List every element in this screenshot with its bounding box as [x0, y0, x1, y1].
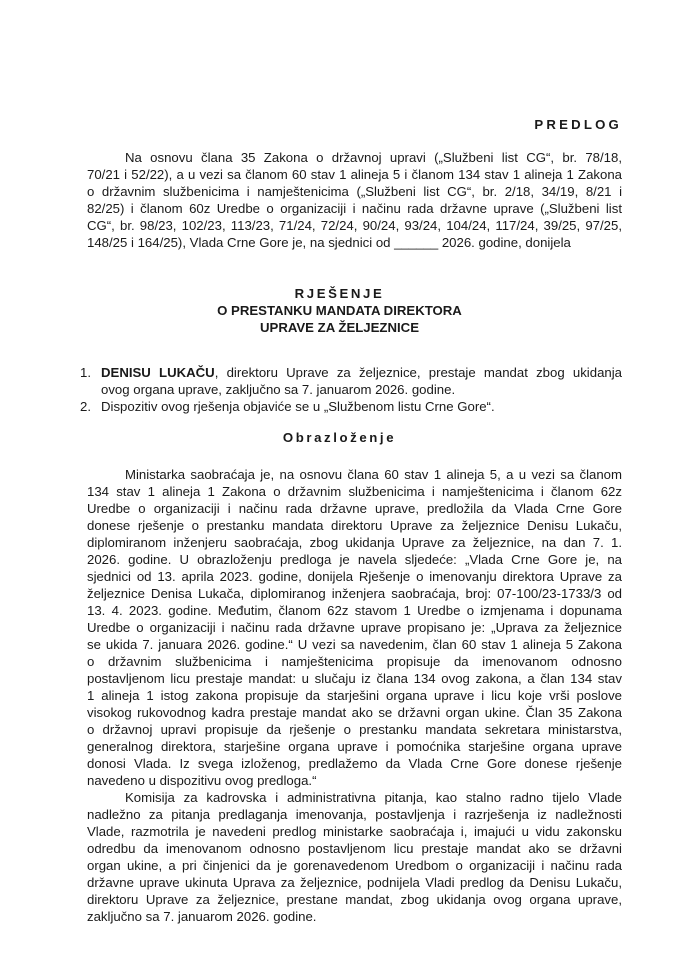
person-name: DENISU LUKAČU	[101, 365, 215, 380]
decision-items	[80, 364, 622, 415]
text-line: zaključno sa 7. januarom 2026. godine.	[87, 909, 317, 924]
item-number: 1.	[80, 365, 91, 380]
text-line: diplomiranom inženjeru saobraćaja, zbog ukidanja Uprave za željeznice, na dan 7. 1.	[87, 535, 622, 550]
text-line: željeznice Denisa Lukača, diplomiranog inženjera saobraćaja, broj: 07-100/23-1733/3 od	[87, 586, 622, 601]
text-line: 1 alineja 1 istog zakona propisuje da starješini organa uprave i licu koje vrši poslove	[87, 688, 622, 703]
text-line: 2026. godine. U obrazloženju predloga je navela sljedeće: „Vlada Crne Gore je, na	[87, 552, 622, 567]
text-line: državne uprave ukinuta Uprava za željeznice, podnijela Vladi predlog da Denisu Lukaču,	[87, 875, 622, 890]
reasoning-heading: Obrazloženje	[282, 430, 397, 445]
reasoning-paragraph	[87, 789, 622, 925]
text-line: navedeno u dispozitivu ovog predloga.“	[87, 773, 317, 788]
decision-title-line: UPRAVE ZA ŽELJEZNICE	[260, 320, 419, 335]
preamble-paragraph	[87, 149, 622, 251]
text-line: CG“, br. 98/23, 102/23, 113/23, 71/24, 72/24, 90/24, 93/24, 104/24, 117/24, 39/25, 97/25,	[87, 218, 622, 233]
text-line: sjednici od 13. aprila 2023. godine, donijela Rješenje o imenovanju direktora Uprave za	[87, 569, 622, 584]
item-line: Dispozitiv ovog rješenja objaviće se u „Službenom listu Crne Gore“.	[101, 399, 495, 414]
decision-item	[80, 364, 622, 398]
decision-title-line: O PRESTANKU MANDATA DIREKTORA	[217, 303, 462, 318]
text-line: Ministarka saobraćaja je, na osnovu člana 60 stav 1 alineja 5, a u vezi sa članom	[125, 467, 622, 482]
decision-title	[0, 285, 679, 336]
reasoning-paragraph	[87, 466, 622, 789]
text-line: o državnoj upravi propisuje da rješenje o prestanku mandata sekretara ministarstva,	[87, 722, 622, 737]
document-label: PREDLOG	[534, 117, 622, 132]
text-line: donese rješenje o prestanku mandata direktoru Uprave za željeznice Denisu Lukaču,	[87, 518, 622, 533]
text-line: 148/25 i 164/25), Vlada Crne Gore je, na sjednici od ______ 2026. godine, donijela	[87, 235, 571, 250]
text-line: 70/21 i 52/22), a u vezi sa članom 60 stav 1 alineja 5 i članom 134 stav 1 alineja 1 Zakona	[87, 167, 622, 182]
text-line: o državnim službenicima i namještenicima („Službeni list CG“, br. 2/18, 34/19, 8/21 i	[87, 184, 622, 199]
text-line: Uredbe o organizaciji i načinu rada državne uprave propisano je: „Uprava za željeznice	[87, 620, 622, 635]
item-line: ovog organa uprave, zaključno sa 7. januarom 2026. godine.	[101, 382, 456, 397]
text-line: 82/25) i članom 60z Uredbe o organizaciji i načinu rada državne uprave („Službeni list	[87, 201, 622, 216]
text-line: Na osnovu člana 35 Zakona o državnoj upravi („Službeni list CG“, br. 78/18,	[125, 150, 622, 165]
text-line: o državnim službenicima i namještenicima propisuje da imenovanom odnosno	[87, 654, 622, 669]
decision-title-line: RJEŠENJE	[294, 286, 385, 301]
text-line: postavljenom licu prestaje mandat: u slučaju iz člana 134 ovog zakona, a član 134 stav	[87, 671, 622, 686]
text-line: 134 stav 1 alineja 1 Zakona o državnim službenicima i namještenicima i članom 62z	[87, 484, 622, 499]
text-line: se ukida 7. januara 2026. godine.“ U vezi sa navedenim, član 60 stav 1 alineja 5 Zakona	[87, 637, 622, 652]
text-line: Uredbe o organizaciji i načinu rada državne uprave, predložila da Vlada Crne Gore	[87, 501, 622, 516]
text-line: 13. 4. 2023. godine. Međutim, članom 62z stavom 1 Uredbe o izmjenama i dopunama	[87, 603, 622, 618]
text-line: nadležno za pitanja predlaganja imenovanja, postavljenja i razrješenja iz nadležnosti	[87, 807, 622, 822]
item-number: 2.	[80, 399, 91, 414]
item-text: , direktoru Uprave za željeznice, prestaje mandat zbog ukidanja	[214, 365, 622, 380]
text-line: odredbu da imenovanom odnosno postavljenom licu prestaje mandat ako se državni	[87, 841, 622, 856]
text-line: donosi Vlada. Iz svega izloženog, predlažemo da Vlada Crne Gore donese rješenje	[87, 756, 622, 771]
text-line: visokog rukovodnog kadra prestaje mandat ako se državni organ ukine. Član 35 Zakona	[87, 705, 622, 720]
text-line: organ ukine, a pri činjenici da je gorenavedenom Uredbom o organizaciji i načinu rada	[87, 858, 622, 873]
text-line: generalnog direktora, starješine organa uprave i pomoćnika starješine organa uprave	[87, 739, 622, 754]
text-line: Komisija za kadrovska i administrativna pitanja, kao stalno radno tijelo Vlade	[125, 790, 622, 805]
item-line	[101, 364, 622, 381]
text-line: direktoru Uprave za željeznice, prestane mandat, zbog ukidanja ovog organa uprave,	[87, 892, 622, 907]
text-line: Vlade, razmotrila je navedeni predlog ministarke saobraćaja i, imajući u vidu zakonsku	[87, 824, 622, 839]
decision-item	[80, 398, 622, 415]
